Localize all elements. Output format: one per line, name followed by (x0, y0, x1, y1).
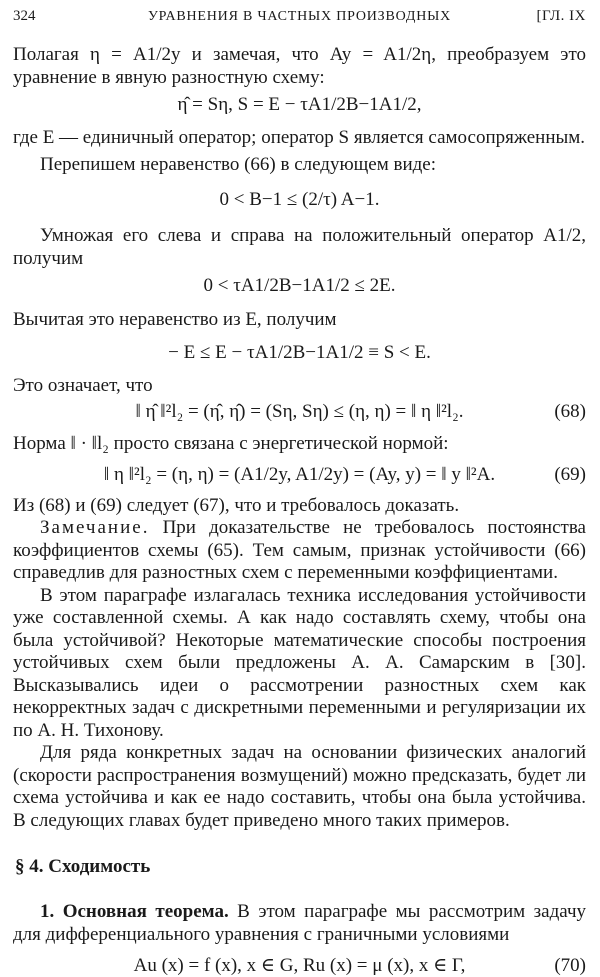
remark-label: Замечание. (40, 517, 150, 538)
formula-69 (13, 464, 586, 486)
theorem-paragraph (13, 901, 586, 946)
running-title: УРАВНЕНИЯ В ЧАСТНЫХ ПРОИЗВОДНЫХ (147, 9, 452, 24)
paragraph: Перепишем неравенство (66) в следующем виде: (40, 153, 437, 175)
paragraph: В этом параграфе излагалась техника исследования устойчивости уже составленной схемы. А как надо составлять схему, чтобы она была устойчивой? Некоторые математические способы построения устойчивых схем были предложены А. А. Самарским в [30]. Высказывались идеи о рассмотрении разностных схем как некорректных задач с дискретными переменными и регуляризации их по А. Н. Тихонову. (13, 584, 586, 741)
section-title: § 4. Сходимость (15, 856, 151, 877)
remark-text: При доказательстве не требовалось постоянства коэффициентов схемы (65). Тем самым, признак устойчивости (66) справедлив для разностных схем с переменными коэффициентами. (13, 517, 586, 583)
paragraph: где E — единичный оператор; оператор S является самосопряженным. (13, 127, 586, 148)
subsection-title: 1. Основная теорема. (40, 901, 229, 922)
paragraph: Норма ‖ · ‖l₂ просто связана с энергетической нормой: (13, 433, 449, 454)
paragraph: Из (68) и (69) следует (67), что и требовалось доказать. (13, 494, 460, 516)
formula: 0 < τA1/2B−1A1/2 ≤ 2E. (203, 275, 396, 296)
paragraph: Вычитая это неравенство из E, получим (13, 309, 337, 330)
paragraph: Полагая η = A1/2y и замечая, что Ay = A1/2η, преобразуем это уравнение в явную разностную схему: (13, 44, 586, 88)
formula: ‖ η̂ ‖²l₂ = (η̂, η̂) = (Sη, Sη) ≤ (η, η) = ‖ η ‖²l₂. (135, 401, 464, 422)
paragraph: Умножая его слева и справа на положительный оператор A1/2, получим (13, 225, 586, 269)
formula: η̂ = Sη, S = E − τA1/2B−1A1/2, (177, 94, 422, 115)
running-header (13, 0, 586, 32)
equation-number: (70) (554, 955, 586, 976)
paragraph: Для ряда конкретных задач на основании физических аналогий (скорости распространения возмущений) можно предсказать, будет ли схема устойчива и как ее надо составить, чтобы она была устойчива. В следующих главах будет приведено много таких примеров. (13, 742, 586, 831)
formula: 0 < B−1 ≤ (2/τ) A−1. (219, 189, 380, 210)
formula-70 (13, 955, 586, 977)
formula: − E ≤ E − τA1/2B−1A1/2 ≡ S < E. (168, 341, 431, 363)
remark-paragraph (13, 517, 586, 585)
paragraph-text: В этом параграфе мы рассмотрим задачу для дифференциального уравнения с граничными условиями (13, 901, 586, 945)
equation-number: (68) (554, 401, 586, 422)
equation-number: (69) (554, 463, 586, 485)
page-number: 324 (13, 8, 36, 24)
chapter-label: [ГЛ. IX (536, 8, 586, 24)
formula: Au (x) = f (x), x ∈ G, Ru (x) = μ (x), x ∈ Γ, (133, 955, 466, 976)
formula: ‖ η ‖²l₂ = (η, η) = (A1/2y, A1/2y) = (Ay, y) = ‖ y ‖²A. (103, 463, 496, 485)
formula-68 (13, 401, 586, 423)
paragraph: Это означает, что (13, 374, 153, 396)
